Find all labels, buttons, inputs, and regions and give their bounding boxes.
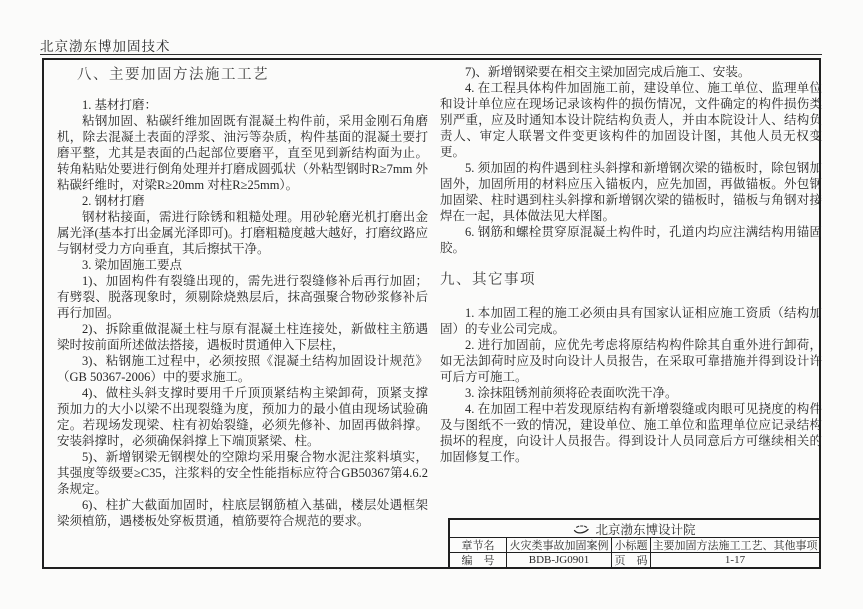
section-heading-9: 九、其它事项 <box>440 272 536 288</box>
page-code-label: 页 码 <box>612 553 651 567</box>
paragraph: 2)、拆除重做混凝土柱与原有混凝土柱连接处，新做柱主筋遇梁时按前面所述做法搭接，遇板时贯通伸入下层柱， <box>57 322 428 352</box>
title-block <box>448 518 821 569</box>
company-name: 北京渤东博设计院 <box>595 522 696 537</box>
page-code-value: 1-17 <box>724 554 746 566</box>
paragraph: 2. 进行加固前，应优先考虑将原结构构件除其自重外进行卸荷，如无法卸荷时应及时向设计人员报告，在采取可靠措施并得到设计许可后方可施工。 <box>440 338 822 384</box>
chapter-name-value: 火灾类事故加固案例 <box>507 538 612 552</box>
paragraph: 3)、粘钢施工过程中，必须按照《混凝土结构加固设计规范》（GB 50367-2006）中的要求施工。 <box>57 354 428 384</box>
number-label: 编 号 <box>450 553 507 567</box>
subtitle-value: 主要加固方法施工工艺、其他事项 <box>652 540 818 552</box>
paragraph: 3. 涂抹阻锈剂前须将砼表面吹洗干净。 <box>465 386 678 400</box>
paragraph: 4)、做柱头斜支撑时要用千斤顶顶紧结构主梁卸荷，顶紧支撑预加力的大小以梁不出现裂缝为度，预加力的最小值由现场试验确定。若现场发现梁、柱有初始裂缝，必须先修补、加固再做斜撑。安装斜撑时，必须确保斜撑上下端顶紧梁、柱。 <box>57 386 428 448</box>
paragraph: 3. 梁加固施工要点 <box>82 258 183 272</box>
chapter-name-label: 章节名 <box>450 538 507 552</box>
content-frame <box>42 58 821 569</box>
page-header-title: 北京渤东博加固技术 <box>40 39 171 54</box>
title-block-company-row <box>450 520 819 538</box>
paragraph: 4. 在工程具体构件加固施工前，建设单位、施工单位、监理单位和设计单位应在现场记录该构件的损伤情况，文件确定的构件损伤类别严重，应及时通知本设计院结构负责人，并由本院设计人、结构负责人、审定人联署文件变更该构件的加固设计图，其他人员无权变更。 <box>440 81 822 159</box>
paragraph: 4. 在加固工程中若发现原结构有新增裂缝或肉眼可见挠度的构件及与图纸不一致的情况，建设单位、施工单位和监理单位应记录结构损坏的程度，向设计人员报告。得到设计人员同意后方可继续相关的加固修复工作。 <box>440 402 822 464</box>
paragraph: 粘钢加固、粘碳纤维加固既有混凝土构件前，采用金刚石角磨机，除去混凝土表面的浮浆、油污等杂质，构件基面的混凝土要打磨平整，尤其是表面的凸起部位要磨平，直至见到新结构面为止。转角粘贴处要进行倒角处理并打磨成圆弧状（外粘型钢时R≥7mm 外粘碳纤维时，对梁R≥20mm 对柱R≥25mm）。 <box>57 114 428 192</box>
paragraph: 5)、新增钢梁无钢楔处的空隙均采用聚合物水泥注浆料填实，其强度等级要≥C35，注浆料的安全性能指标应符合GB50367第4.6.2条规定。 <box>57 450 428 496</box>
paragraph: 6. 钢筋和螺栓贯穿原混凝土构件时，孔道内均应注满结构用锚固胶。 <box>440 225 822 255</box>
paragraph: 6)、柱扩大截面加固时，柱底层钢筋植入基础，楼层处遇框架梁须植筋，遇楼板处穿板贯通，植筋要符合规范的要求。 <box>57 498 428 528</box>
paragraph: 钢材粘接面，需进行除锈和粗糙处理。用砂轮磨光机打磨出金属光泽(基本打出金属光泽即可)。打磨粗糙度越大越好，打磨纹路应与钢材受力方向垂直，其后擦拭干净。 <box>57 210 428 256</box>
paragraph: 1)、加固构件有裂缝出现的，需先进行裂缝修补后再行加固；有劈裂、脱落现象时，须剔除烧熟层后，抹高强聚合物砂浆修补后再行加固。 <box>57 274 428 320</box>
paragraph: 1. 基材打磨： <box>82 98 158 112</box>
paragraph: 5. 须加固的构件遇到柱头斜撑和新增钢次梁的锚板时，除包钢加固外，加固所用的材料应压入锚板内，应先加固，再做锚板。外包钢加固梁、柱时遇到柱头斜撑和新增钢次梁的锚板时，锚板与角钢对接焊在一起，具体做法见大样图。 <box>440 161 822 223</box>
section-heading-8: 八、主要加固方法施工工艺 <box>77 67 269 83</box>
header-rule <box>40 54 822 55</box>
number-value: BDB-JG0901 <box>507 553 612 567</box>
left-column <box>57 66 428 529</box>
paragraph: 7)、新增钢梁要在相交主梁加固完成后施工、安装。 <box>465 65 751 79</box>
right-column <box>440 64 822 465</box>
paragraph: 1. 本加固工程的施工必须由具有国家认证相应施工资质（结构加固）的专业公司完成。 <box>440 306 822 336</box>
title-block-number-row <box>450 553 819 567</box>
title-block-chapter-row <box>450 538 819 553</box>
paragraph: 2. 钢材打磨 <box>82 194 145 208</box>
subtitle-label: 小标题 <box>612 538 651 552</box>
signature-scribble-icon <box>573 523 590 535</box>
